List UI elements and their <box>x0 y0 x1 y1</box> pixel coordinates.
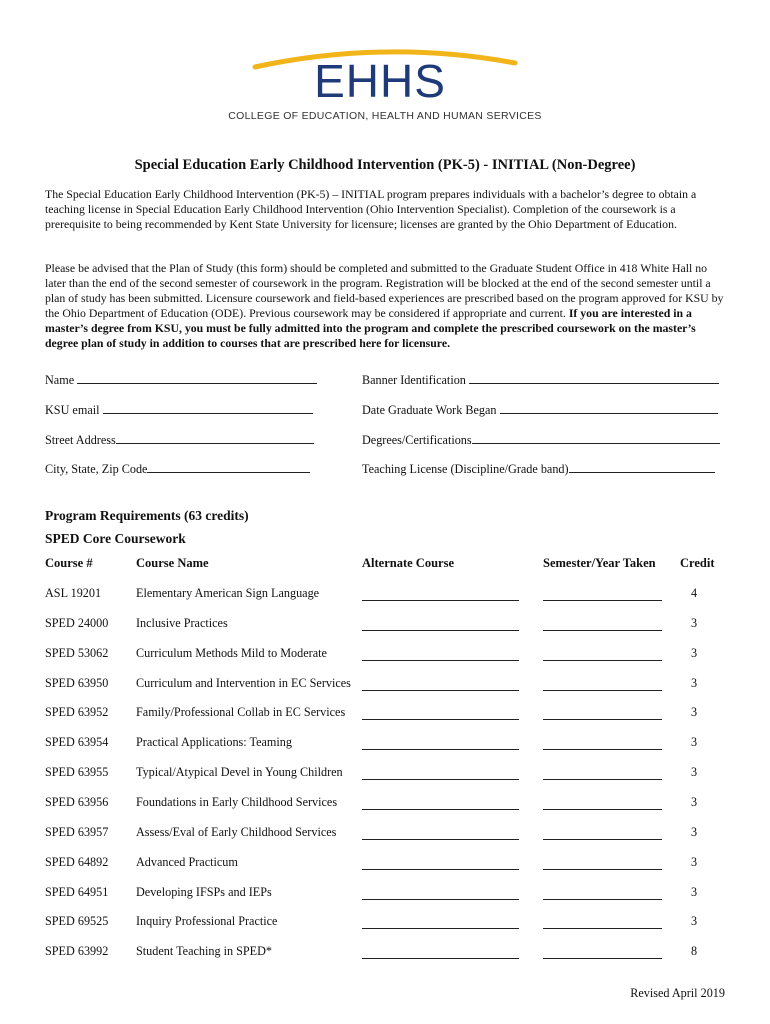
table-row <box>0 705 770 725</box>
semester-year-input-line[interactable] <box>543 705 662 720</box>
header-course-num: Course # <box>45 556 93 570</box>
course-credit: 3 <box>691 676 698 690</box>
semester-year-input-line[interactable] <box>543 885 662 900</box>
teaching-license-input-line[interactable] <box>569 461 715 473</box>
course-name: Typical/Atypical Devel in Young Children <box>136 765 343 779</box>
table-row <box>0 825 770 845</box>
course-name: Curriculum Methods Mild to Moderate <box>136 646 327 660</box>
name-label: Name <box>45 373 75 387</box>
course-name: Family/Professional Collab in EC Services <box>136 705 346 719</box>
table-row <box>0 676 770 696</box>
ksu-email-label: KSU email <box>45 403 100 417</box>
semester-year-input-line[interactable] <box>543 646 662 661</box>
header-semester-year: Semester/Year Taken <box>543 556 656 570</box>
alternate-course-input-line[interactable] <box>362 944 519 959</box>
alternate-course-input-line[interactable] <box>362 795 519 810</box>
table-row <box>0 855 770 875</box>
banner-id-field[interactable] <box>362 372 719 388</box>
course-number: ASL 19201 <box>45 586 102 600</box>
semester-year-input-line[interactable] <box>543 914 662 929</box>
course-number: SPED 63952 <box>45 705 109 719</box>
alternate-course-input-line[interactable] <box>362 586 519 601</box>
teaching-license-label: Teaching License (Discipline/Grade band) <box>362 462 569 476</box>
advisory-bold-text: If you are interested in a master’s degree from KSU, you must be fully admitted into the program and complete the prescribed coursework on the master’s degree plan of study in addition to courses that are prescribed here for licensure. <box>45 306 696 350</box>
ksu-email-field[interactable] <box>45 402 313 418</box>
page-title: Special Education Early Childhood Intervention (PK-5) - INITIAL (Non-Degree) <box>134 157 636 173</box>
degrees-input-line[interactable] <box>472 432 720 444</box>
street-address-field[interactable] <box>45 432 314 448</box>
semester-year-input-line[interactable] <box>543 795 662 810</box>
advisory-text: Please be advised that the Plan of Study (this form) should be completed and submitted to the Graduate Student Office in 418 White Hall no later than the end of the second semester of coursework in the program. Registration will be blocked at the end of the second semester until a plan of study has been submitted. Licensure coursework and field-based experiences are prescribed based on the program approved for KSU by the Ohio Department of Education (ODE). Previous coursework may be considered if appropriate and current. <box>45 261 724 320</box>
table-row <box>0 586 770 606</box>
course-credit: 4 <box>691 586 698 600</box>
city-state-zip-label: City, State, Zip Code <box>45 462 148 476</box>
course-credit: 3 <box>691 646 698 660</box>
course-number: SPED 63950 <box>45 676 109 690</box>
course-number: SPED 63955 <box>45 765 109 779</box>
header-alternate-course: Alternate Course <box>362 556 454 570</box>
alternate-course-input-line[interactable] <box>362 885 519 900</box>
course-name: Developing IFSPs and IEPs <box>136 885 272 899</box>
alternate-course-input-line[interactable] <box>362 676 519 691</box>
semester-year-input-line[interactable] <box>543 825 662 840</box>
program-requirements-heading: Program Requirements (63 credits) <box>45 508 249 523</box>
city-state-zip-input-line[interactable] <box>147 461 310 473</box>
course-name: Student Teaching in SPED* <box>136 944 273 958</box>
course-name: Inquiry Professional Practice <box>136 914 278 928</box>
date-grad-field[interactable] <box>362 402 718 418</box>
table-row <box>0 944 770 964</box>
intro-paragraph: The Special Education Early Childhood Intervention (PK-5) – INITIAL program prepares individuals with a bachelor’s degree to obtain a teaching license in Special Education Early Childhood Intervention (Ohio Intervention Specialist). Completion of the coursework is a prerequisite to being recommended by Kent State University for licensure; licenses are granted by the Ohio Department of Education. <box>45 187 697 231</box>
table-row <box>0 735 770 755</box>
course-credit: 3 <box>691 825 698 839</box>
table-row <box>0 616 770 636</box>
advisory-paragraph <box>45 261 725 351</box>
course-credit: 3 <box>691 616 698 630</box>
course-credit: 8 <box>691 944 698 958</box>
alternate-course-input-line[interactable] <box>362 646 519 661</box>
table-row <box>0 885 770 905</box>
course-name: Advanced Practicum <box>136 855 238 869</box>
ksu-email-input-line[interactable] <box>103 402 313 414</box>
course-number: SPED 64951 <box>45 885 109 899</box>
street-address-input-line[interactable] <box>116 432 314 444</box>
name-input-line[interactable] <box>77 372 317 384</box>
course-number: SPED 63954 <box>45 735 109 749</box>
semester-year-input-line[interactable] <box>543 676 662 691</box>
alternate-course-input-line[interactable] <box>362 735 519 750</box>
degrees-field[interactable] <box>362 432 720 448</box>
course-number: SPED 69525 <box>45 914 109 928</box>
course-credit: 3 <box>691 914 698 928</box>
banner-id-label: Banner Identification <box>362 373 466 387</box>
alternate-course-input-line[interactable] <box>362 705 519 720</box>
header-credit: Credit <box>680 556 715 570</box>
alternate-course-input-line[interactable] <box>362 616 519 631</box>
table-row <box>0 914 770 934</box>
course-name: Assess/Eval of Early Childhood Services <box>136 825 337 839</box>
logo-main-text: EHHS <box>314 55 446 107</box>
semester-year-input-line[interactable] <box>543 855 662 870</box>
logo-subtitle: COLLEGE OF EDUCATION, HEALTH AND HUMAN SERVICES <box>228 110 542 122</box>
course-number: SPED 64892 <box>45 855 109 869</box>
course-name: Inclusive Practices <box>136 616 228 630</box>
course-name: Curriculum and Intervention in EC Services <box>136 676 351 690</box>
course-credit: 3 <box>691 795 698 809</box>
table-row <box>0 646 770 666</box>
city-state-zip-field[interactable] <box>45 461 310 477</box>
degrees-label: Degrees/Certifications <box>362 433 472 447</box>
course-number: SPED 63957 <box>45 825 109 839</box>
alternate-course-input-line[interactable] <box>362 765 519 780</box>
date-grad-label: Date Graduate Work Began <box>362 403 497 417</box>
course-credit: 3 <box>691 735 698 749</box>
banner-id-input-line[interactable] <box>469 372 719 384</box>
course-number: SPED 63992 <box>45 944 109 958</box>
course-number: SPED 53062 <box>45 646 109 660</box>
semester-year-input-line[interactable] <box>543 616 662 631</box>
alternate-course-input-line[interactable] <box>362 825 519 840</box>
alternate-course-input-line[interactable] <box>362 855 519 870</box>
alternate-course-input-line[interactable] <box>362 914 519 929</box>
semester-year-input-line[interactable] <box>543 765 662 780</box>
course-name: Practical Applications: Teaming <box>136 735 292 749</box>
core-coursework-heading: SPED Core Coursework <box>45 531 186 546</box>
course-number: SPED 63956 <box>45 795 109 809</box>
course-credit: 3 <box>691 765 698 779</box>
revision-date: Revised April 2019 <box>630 986 725 1000</box>
course-credit: 3 <box>691 705 698 719</box>
course-credit: 3 <box>691 855 698 869</box>
semester-year-input-line[interactable] <box>543 586 662 601</box>
course-name: Foundations in Early Childhood Services <box>136 795 338 809</box>
semester-year-input-line[interactable] <box>543 735 662 750</box>
ehhs-logo <box>185 45 585 125</box>
course-number: SPED 24000 <box>45 616 109 630</box>
course-name: Elementary American Sign Language <box>136 586 320 600</box>
name-field[interactable] <box>45 372 317 388</box>
teaching-license-field[interactable] <box>362 461 715 477</box>
street-address-label: Street Address <box>45 433 116 447</box>
course-credit: 3 <box>691 885 698 899</box>
table-row <box>0 765 770 785</box>
header-course-name: Course Name <box>136 556 209 570</box>
table-row <box>0 795 770 815</box>
date-grad-input-line[interactable] <box>500 402 718 414</box>
semester-year-input-line[interactable] <box>543 944 662 959</box>
